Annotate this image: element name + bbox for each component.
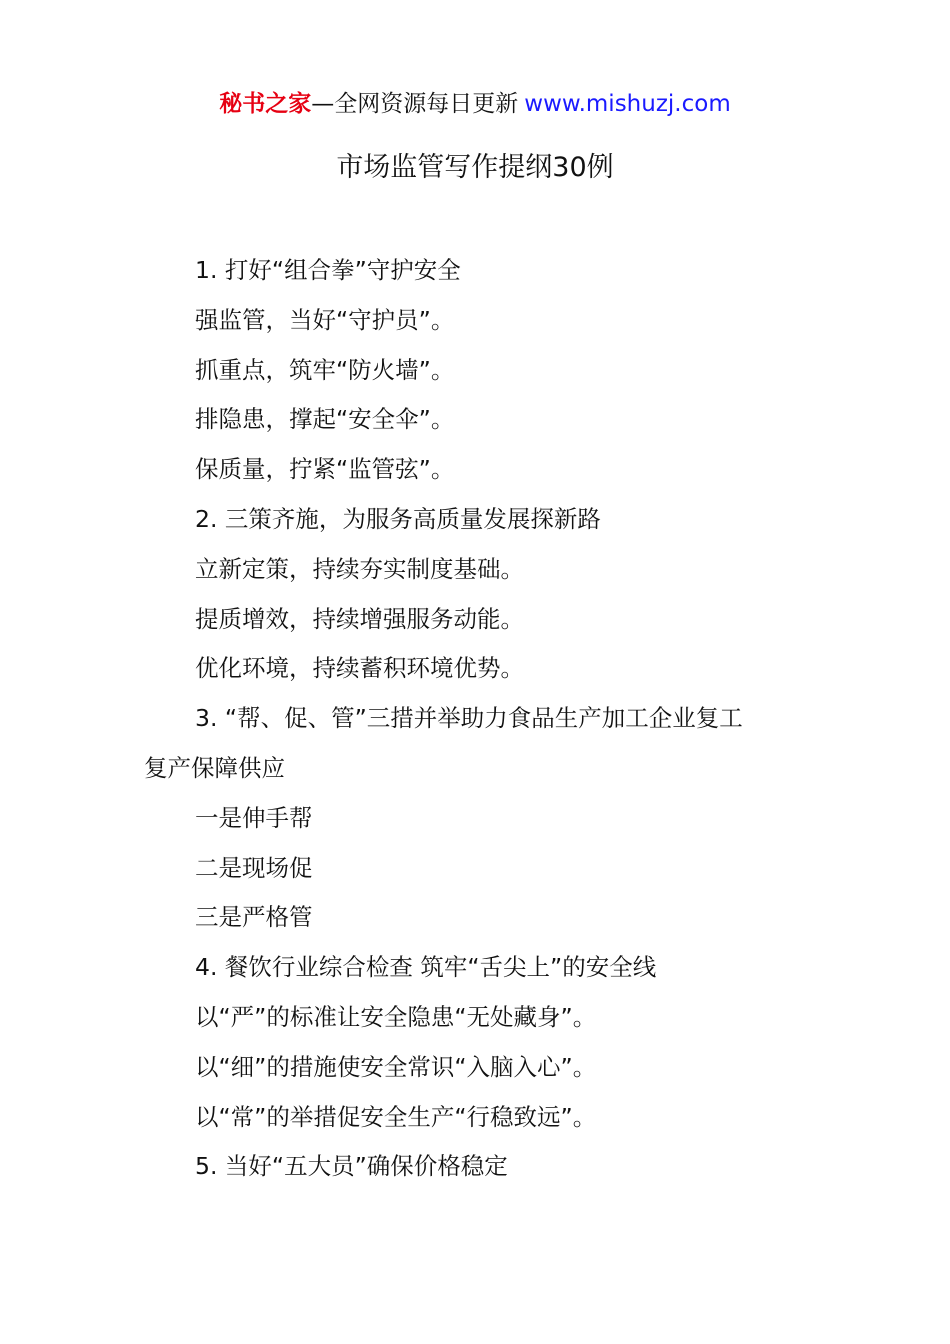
- outline-heading-5: 5. 当好“五大员”确保价格稳定: [195, 1152, 508, 1181]
- outline-point: 排隐患，撑起“安全伞”。: [195, 405, 455, 434]
- outline-point: 强监管，当好“守护员”。: [195, 305, 455, 334]
- outline-point: 提质增效，持续增强服务动能。: [195, 604, 524, 633]
- site-header: [0, 88, 950, 120]
- outline-heading-3-continued: 复产保障供应: [144, 753, 285, 782]
- outline-point: 三是严格管: [195, 903, 313, 932]
- outline-heading-4: 4. 餐饮行业综合检查 筑牢“舌尖上”的安全线: [195, 953, 657, 982]
- outline-heading-2: 2. 三策齐施，为服务高质量发展探新路: [195, 504, 601, 533]
- document-title: 市场监管写作提纲30例: [336, 152, 614, 183]
- document-body: [144, 246, 814, 1192]
- outline-point: 二是现场促: [195, 853, 313, 882]
- outline-point: 抓重点，筑牢“防火墙”。: [195, 355, 455, 384]
- outline-point: 立新定策，持续夯实制度基础。: [195, 554, 524, 583]
- outline-heading-1: 1. 打好“组合拳”守护安全: [195, 256, 461, 284]
- outline-point: 以“细”的措施使安全常识“入脑入心”。: [195, 1052, 597, 1081]
- site-url-link[interactable]: www.mishuzj.com: [524, 91, 731, 117]
- outline-point: 以“严”的标准让安全隐患“无处藏身”。: [195, 1002, 597, 1031]
- brand-name: 秘书之家: [219, 91, 312, 117]
- header-slogan: —全网资源每日更新: [311, 91, 519, 117]
- outline-heading-3: 3. “帮、促、管”三措并举助力食品生产加工企业复工: [195, 704, 743, 733]
- outline-point: 一是伸手帮: [195, 803, 313, 832]
- outline-point: 以“常”的举措促安全生产“行稳致远”。: [195, 1102, 597, 1131]
- outline-point: 保质量，拧紧“监管弦”。: [195, 455, 455, 484]
- outline-point: 优化环境，持续蓄积环境优势。: [195, 654, 524, 683]
